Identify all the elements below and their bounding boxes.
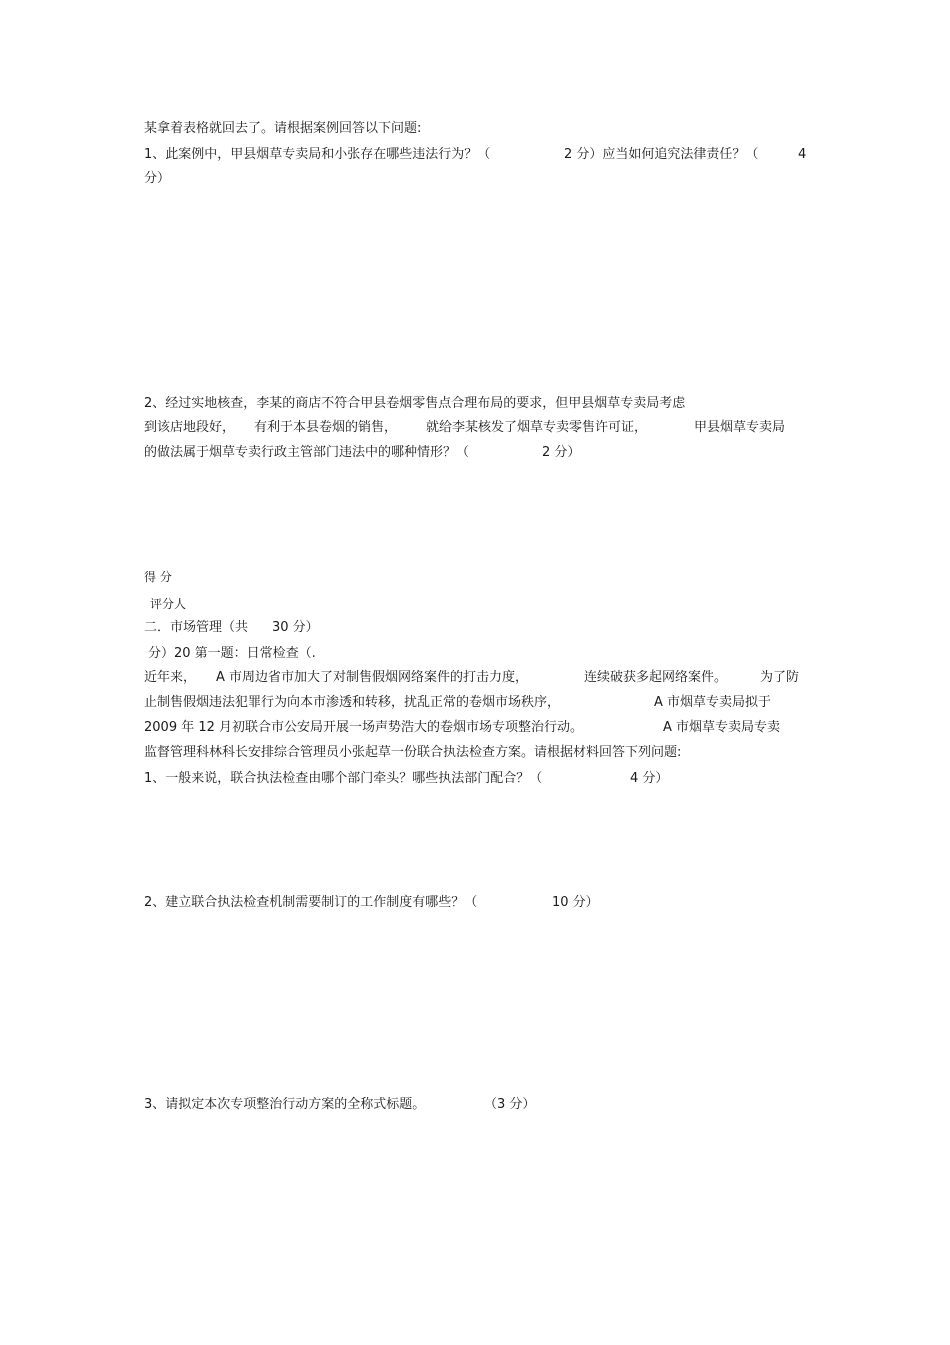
question-1-tail: 分） [144, 171, 171, 186]
question-2-score: 2 分） [542, 445, 581, 460]
grader-label: 评分人 [150, 597, 187, 611]
question-2-line-3: 的做法属于烟草专卖行政主管部门违法中的哪种情形？（ 2 分） [144, 445, 581, 460]
question-1 [144, 146, 814, 164]
score-label: 得 分 [144, 570, 172, 584]
section-2-question-2: 2、建立联合执法检查机制需要制订的工作制度有哪些？（ 10 分） [144, 895, 599, 910]
section-2-title: 二．市场管理（共 30 分） [144, 620, 319, 635]
section-2-question-3: 3、请拟定本次专项整治行动方案的全称式标题。 （3 分） [144, 1097, 536, 1112]
question-2-line-1: 2、经过实地核查，李某的商店不符合甲县卷烟零售点合理布局的要求，但甲县烟草专卖局考虑 [144, 396, 686, 411]
intro-tail: 某拿着表格就回去了。请根据案例回答以下问题: [144, 121, 422, 136]
material-line-3: 2009 年 12 月初联合市公安局开展一场声势浩大的卷烟市场专项整治行动。 A 市烟草专卖局专卖 [144, 720, 781, 735]
section-2-question-1: 1、一般来说，联合执法检查由哪个部门牵头？哪些执法部门配合？（ 4 分） [144, 771, 669, 786]
question-1-score-2: 4 [798, 147, 807, 162]
section-2-question-1-score: 4 分） [630, 771, 669, 786]
material-line-2: 止制售假烟违法犯罪行为向本市渗透和转移，扰乱正常的卷烟市场秩序， A 市烟草专卖局拟于 [144, 695, 772, 710]
material-line-1: 近年来， A 市周边省市加大了对制售假烟网络案件的打击力度， 连续破获多起网络案件。 为了防 [144, 670, 800, 685]
section-2-subtitle: 分）20 第一题：日常检查（. [148, 646, 316, 661]
section-2-question-2-score: 10 分） [552, 895, 599, 910]
material-line-4: 监督管理科林科长安排综合管理员小张起草一份联合执法检查方案。请根据材料回答下列问题: [144, 745, 682, 760]
section-2-question-3-score: （3 分） [484, 1097, 536, 1112]
question-1-text: 1、此案例中，甲县烟草专卖局和小张存在哪些违法行为？（ [144, 147, 491, 162]
question-1-score-1: 2 分）应当如何追究法律责任？（ [564, 147, 759, 162]
question-2-line-2: 到该店地段好， 有利于本县卷烟的销售， 就给李某核发了烟草专卖零售许可证， 甲县烟草专卖局 [144, 420, 786, 435]
